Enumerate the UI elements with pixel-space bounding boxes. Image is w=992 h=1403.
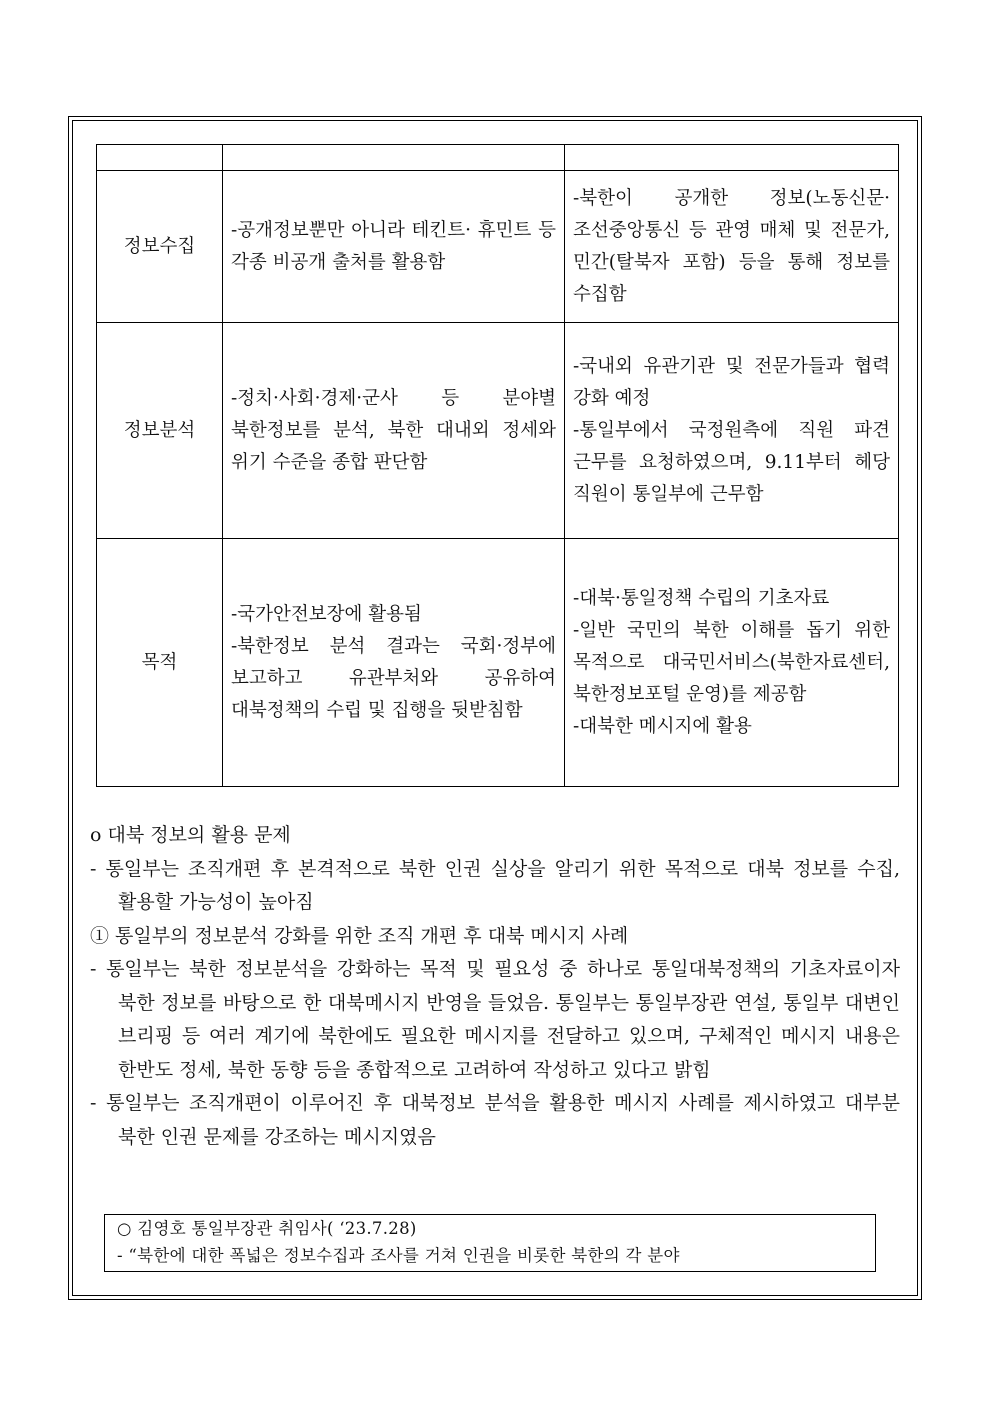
cell-line: -대북한 메시지에 활용 xyxy=(573,715,752,737)
table-header-row xyxy=(97,145,899,171)
row-label: 목적 xyxy=(97,539,223,787)
header-cell xyxy=(97,145,223,171)
row-label: 정보분석 xyxy=(97,323,223,539)
section-heading: o 대북 정보의 활용 문제 xyxy=(90,824,291,846)
cell-line: -통일부에서 국정원측에 직원 파견 근무를 요청하였으며, 9.11부터 헤당 직원이 통일부에 근무함 xyxy=(573,419,890,505)
paragraph: - 통일부는 조직개편이 이루어진 후 대북정보 분석을 활용한 메시지 사례를 제시하였고 대부분 북한 인권 문제를 강조하는 메시지였음 xyxy=(90,1092,900,1148)
cell-col2 xyxy=(565,539,899,787)
quote-box xyxy=(104,1214,876,1272)
paragraph: - 통일부는 북한 정보분석을 강화하는 목적 및 필요성 중 하나로 통일대북정책의 기초자료이자 북한 정보를 바탕으로 한 대북메시지 반영을 들었음. 통일부는 통일부장관 연설, 통일부 대변인 브리핑 등 여러 계기에 북한에도 필요한 메시지를 전달하고 있으며, 구체적인 메시지 내용은 한반도 정세, 북한 동향 등을 종합적으로 고려하여 작성하고 있다고 밝힘 xyxy=(90,958,900,1081)
body-text xyxy=(90,819,900,1154)
cell-col1 xyxy=(223,171,565,323)
table-row xyxy=(97,323,899,539)
quote-line: - “북한에 대한 폭넓은 정보수집과 조사를 거쳐 인권을 비롯한 북한의 각 분야 xyxy=(117,1246,680,1265)
cell-col1 xyxy=(223,539,565,787)
header-cell xyxy=(223,145,565,171)
table-row xyxy=(97,539,899,787)
comparison-table xyxy=(96,144,899,787)
cell-col2 xyxy=(565,323,899,539)
paragraph: - 통일부는 조직개편 후 본격적으로 북한 인권 실상을 알리기 위한 목적으로 대북 정보를 수집, 활용할 가능성이 높아짐 xyxy=(90,857,900,913)
header-cell xyxy=(565,145,899,171)
cell-line: -정치·사회·경제·군사 등 분야별 북한정보를 분석, 북한 대내외 정세와 위기 수준을 종합 판단함 xyxy=(231,387,556,473)
cell-line: -대북·통일정책 수립의 기초자료 xyxy=(573,587,830,609)
cell-line: -북한이 공개한 정보(노동신문·조선중앙통신 등 관영 매체 및 전문가, 민간(탈북자 포함) 등을 통해 정보를 수집함 xyxy=(573,187,890,305)
cell-line: -국가안전보장에 활용됨 xyxy=(231,603,422,625)
cell-line: -공개정보뿐만 아니라 테킨트· 휴민트 등 각종 비공개 출처를 활용함 xyxy=(231,219,556,273)
cell-line: -국내외 유관기관 및 전문가들과 협력 강화 예정 xyxy=(573,355,890,409)
cell-col2 xyxy=(565,171,899,323)
table-row xyxy=(97,171,899,323)
subsection-heading: ① 통일부의 정보분석 강화를 위한 조직 개편 후 대북 메시지 사례 xyxy=(90,924,629,947)
cell-line: -북한정보 분석 결과는 국회·정부에 보고하고 유관부처와 공유하여 대북정책의 수립 및 집행을 뒷받침함 xyxy=(231,635,556,721)
row-label: 정보수집 xyxy=(97,171,223,323)
cell-line: -일반 국민의 북한 이해를 돕기 위한 목적으로 대국민서비스(북한자료센터, 북한정보포털 운영)를 제공함 xyxy=(573,619,890,705)
quote-line: ○ 김영호 통일부장관 취임사( ‘23.7.28) xyxy=(117,1219,417,1238)
cell-col1 xyxy=(223,323,565,539)
